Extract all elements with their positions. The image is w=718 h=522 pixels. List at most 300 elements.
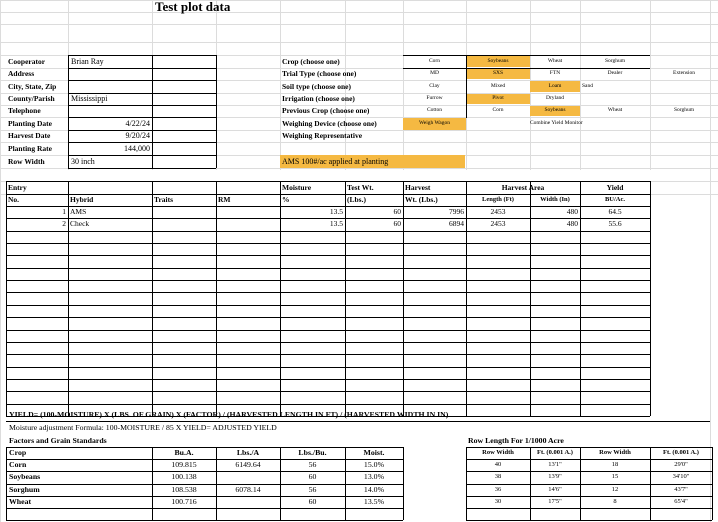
info-label-text: Row Width	[8, 156, 45, 166]
rowlen-cell-1	[530, 459, 580, 471]
info-value	[68, 55, 152, 68]
choice-device-0-text: Weigh Wagon	[419, 119, 450, 126]
factor-moist	[345, 484, 403, 496]
rowlen-cell-1	[530, 496, 580, 508]
factor-lbsbu	[280, 459, 345, 471]
rowlen-header-0-text: Row Width	[482, 448, 514, 456]
choice-previous-3-text: Wheat	[607, 107, 623, 114]
entry-yield-text: 64.5	[608, 207, 622, 217]
choice-crop-2	[530, 55, 580, 68]
choice-previous-4-text: Sorghum	[673, 107, 695, 114]
factor-moist	[345, 471, 403, 483]
info-right-label-text: Irrigation (choose one)	[282, 94, 355, 104]
factor-lbsbu	[280, 496, 345, 508]
factor-lbsa	[216, 496, 280, 508]
cell-border	[68, 55, 69, 168]
entry-no-text: 1	[62, 207, 66, 217]
entry-testwt	[345, 218, 403, 230]
factor-bua	[152, 459, 216, 471]
factors-header-lbsa-text: Lbs./A	[236, 448, 260, 458]
cell-border	[6, 447, 403, 448]
info-right-label-text: Weighing Representative	[282, 131, 363, 141]
choice-irrigation-2-text: Dryland	[545, 95, 565, 102]
rowlen-cell-1	[530, 484, 580, 496]
cell-border	[6, 181, 650, 182]
factor-lbsbu	[280, 471, 345, 483]
cell-border	[6, 447, 7, 520]
choice-irrigation-1-text: Pivot	[492, 95, 504, 102]
info-right-label-text: Trial Type (choose one)	[282, 69, 357, 79]
entry-rm	[216, 206, 280, 218]
moisture-unit-text: %	[282, 195, 290, 205]
cell-border	[152, 55, 216, 56]
choice-previous-1-text: Corn	[492, 107, 504, 114]
factor-crop	[6, 459, 152, 471]
factor-bua-text: 100.716	[171, 497, 197, 507]
info-label	[6, 142, 68, 155]
rowlen-cell-2-text: 12	[611, 485, 619, 493]
factor-lbsa	[216, 459, 280, 471]
info-value	[68, 68, 152, 80]
info-right-label	[280, 68, 405, 80]
info-label-text: Cooperator	[8, 56, 46, 66]
choice-crop-2-text: Wheat	[547, 57, 563, 64]
rowlen-cell-3	[650, 459, 712, 471]
info-label-text: County/Parish	[8, 94, 55, 104]
entry-moisture-text: 13.5	[329, 207, 343, 217]
choice-trial-4-text: Extension	[673, 70, 695, 77]
entry-hybrid	[68, 218, 152, 230]
factors-title	[6, 435, 306, 447]
rowlen-cell-1	[530, 471, 580, 483]
choice-previous-2-text: Soybeans	[544, 107, 566, 114]
choice-device-1	[530, 117, 630, 130]
rowlen-header-2-text: Row Width	[599, 448, 631, 456]
cell-border	[466, 447, 467, 520]
choice-soil-2-text: Loam	[548, 82, 562, 89]
entry-hybrid-text: Check	[70, 219, 90, 229]
moisture-header	[280, 181, 345, 194]
cell-border	[152, 68, 216, 69]
info-label	[6, 55, 68, 68]
factors-title-text: Factors and Grain Standards	[9, 436, 107, 446]
info-label-text: Planting Date	[8, 118, 52, 128]
cell-border	[6, 292, 650, 293]
factors-header-lbsbu	[280, 447, 345, 459]
entry-testwt-text: 60	[393, 207, 401, 217]
cell-border	[152, 447, 153, 520]
yield-formula-text: YIELD= (100-MOISTURE) X (LBS. OF GRAIN) X (FACTOR) / (HARVESTED LENGTH IN FT) / (HARVESTED WIDTH IN IN)	[9, 410, 449, 420]
rowlen-cell-1-text: 13'1"	[548, 460, 562, 468]
entry-testwt	[345, 206, 403, 218]
cell-border	[466, 484, 712, 485]
note-banner-text: AMS 100#/ac applied at planting	[282, 156, 389, 166]
cell-border	[6, 471, 403, 472]
info-value	[68, 117, 152, 130]
cell-border	[6, 421, 710, 422]
cell-border	[152, 130, 216, 131]
cell-border	[152, 93, 216, 94]
width-header-text: Width (In)	[540, 195, 570, 203]
harvest-area-header-text: Harvest Area	[501, 182, 545, 192]
cell-border	[6, 496, 403, 497]
rowlen-cell-3-text: 29'0"	[674, 460, 688, 468]
cell-border	[466, 496, 712, 497]
harvest-unit	[403, 194, 466, 206]
cell-border	[6, 280, 650, 281]
entry-moisture	[280, 218, 345, 230]
entry-width-text: 480	[566, 219, 578, 229]
choice-irrigation-2	[530, 93, 580, 105]
moisture-header-text: Moisture	[282, 182, 312, 192]
choice-soil-3	[580, 80, 650, 93]
info-right-label	[280, 93, 405, 105]
choice-previous-0	[403, 105, 466, 117]
cell-border	[6, 317, 650, 318]
rowlen-cell-0-text: 38	[494, 472, 502, 480]
rowlen-cell-1-text: 13'9"	[548, 472, 562, 480]
factor-bua	[152, 484, 216, 496]
factor-crop-text: Soybeans	[9, 472, 41, 482]
info-right-label	[280, 55, 405, 68]
gridline	[0, 0, 1, 522]
yield-formula	[6, 409, 706, 421]
factor-lbsbu-text: 60	[308, 472, 317, 482]
factors-header-crop	[6, 447, 152, 459]
entry-width-text: 480	[566, 207, 578, 217]
harvest-area-header	[466, 181, 580, 194]
rowlen-cell-2	[580, 496, 650, 508]
cell-border	[6, 243, 650, 244]
choice-previous-2	[530, 105, 580, 117]
rowlen-header-3	[650, 447, 712, 459]
rowlen-cell-2	[580, 459, 650, 471]
page-title	[152, 0, 352, 14]
factors-header-lbsbu-text: Lbs./Bu.	[298, 448, 327, 458]
rowlen-header-3-text: Ft. (0.001 A.)	[663, 448, 699, 456]
info-value	[68, 130, 152, 142]
info-right-label-text: Soil type (choose one)	[282, 81, 351, 91]
info-value-text: 144,000	[124, 143, 150, 153]
rowlen-cell-0-text: 40	[494, 460, 502, 468]
factors-header-lbsa	[216, 447, 280, 459]
cell-border	[6, 342, 650, 343]
factors-header-bua	[152, 447, 216, 459]
rowlen-cell-0	[466, 496, 530, 508]
factor-moist-text: 15.0%	[363, 460, 385, 470]
cell-border	[403, 55, 650, 56]
info-value-text: 30 inch	[71, 156, 95, 166]
cell-border	[466, 459, 712, 460]
info-value	[68, 93, 152, 105]
factor-lbsbu	[280, 484, 345, 496]
entry-rm	[216, 218, 280, 230]
info-value-text: 9/20/24	[125, 131, 150, 140]
cell-border	[6, 231, 650, 232]
rowlen-cell-3	[650, 496, 712, 508]
harvest-unit-text: Wt. (Lbs.)	[405, 195, 438, 205]
yield-unit	[580, 194, 650, 206]
cell-border	[216, 447, 217, 520]
info-value	[68, 80, 152, 93]
rowlen-cell-2-text: 18	[611, 460, 619, 468]
entry-hybrid-text: AMS	[70, 207, 87, 217]
info-label-text: Harvest Date	[8, 131, 51, 141]
cell-border	[152, 155, 216, 156]
cell-border	[6, 305, 650, 306]
entry-no	[6, 206, 68, 218]
choice-device-1-text: Combine Yield Monitor	[530, 119, 583, 126]
rowlen-cell-0	[466, 484, 530, 496]
rowlen-cell-3	[650, 471, 712, 483]
no-header-text: No.	[8, 195, 20, 205]
entry-no	[6, 218, 68, 230]
choice-crop-0-text: Corn	[429, 57, 440, 64]
info-label	[6, 130, 68, 142]
choice-soil-2	[530, 80, 580, 93]
choice-previous-3	[580, 105, 650, 117]
cell-border	[68, 168, 216, 169]
rowlen-cell-2	[580, 471, 650, 483]
factor-moist-text: 13.5%	[363, 497, 385, 507]
choice-trial-3	[580, 68, 650, 80]
entry-width	[530, 218, 580, 230]
rowlen-header-2	[580, 447, 650, 459]
cell-border	[6, 379, 650, 380]
choice-trial-2-text: FTN	[549, 70, 561, 77]
rowlen-cell-2-text: 8	[613, 497, 617, 505]
factor-moist	[345, 496, 403, 508]
factors-header-moist	[345, 447, 403, 459]
rowlen-header-1-text: Ft. (0.001 A.)	[537, 448, 573, 456]
length-header	[466, 194, 530, 206]
rowlen-cell-3-text: 34'10"	[672, 472, 690, 480]
rowlen-cell-1-text: 17'5"	[548, 497, 562, 505]
entry-testwt-text: 60	[393, 219, 401, 229]
info-label-text: Telephone	[8, 106, 41, 116]
info-label	[6, 93, 68, 105]
entry-length	[466, 206, 530, 218]
choice-irrigation-0-text: Furrow	[426, 95, 443, 102]
yield-header-text: Yield	[606, 182, 624, 192]
factor-moist-text: 14.0%	[363, 485, 385, 495]
moisture-unit	[280, 194, 345, 206]
entry-header	[6, 181, 68, 194]
rowlen-cell-3-text: 65'4"	[674, 497, 688, 505]
rowlen-cell-0-text: 36	[494, 485, 502, 493]
cell-border	[6, 459, 403, 460]
choice-trial-3-text: Dealer	[607, 70, 623, 77]
rowlen-cell-3-text: 43'7"	[674, 485, 688, 493]
info-right-label-text: Previous Crop (choose one)	[282, 106, 370, 116]
info-right-label	[280, 130, 405, 142]
cell-border	[6, 484, 403, 485]
cell-border	[280, 447, 281, 520]
cell-border	[466, 520, 712, 521]
entry-harvestwt-text: 7996	[449, 207, 464, 217]
cell-border	[152, 55, 153, 168]
entry-yield	[580, 218, 650, 230]
cell-border	[6, 354, 650, 355]
hybrid-header-text: Hybrid	[70, 195, 94, 205]
info-right-label	[280, 117, 405, 130]
factor-moist	[345, 459, 403, 471]
factor-lbsbu-text: 56	[308, 485, 317, 495]
rowlen-header-1	[530, 447, 580, 459]
entry-yield-text: 55.6	[608, 219, 622, 229]
cell-border	[650, 447, 651, 520]
info-right-label	[280, 80, 405, 93]
entry-header-text: Entry	[8, 182, 27, 192]
rowlen-cell-1-text: 14'6"	[548, 485, 562, 493]
choice-trial-1-text: SXS	[492, 70, 504, 77]
choice-irrigation-0	[403, 93, 466, 105]
cell-border	[712, 447, 713, 520]
factor-crop	[6, 471, 152, 483]
choice-soil-3-text: Sand	[582, 82, 593, 89]
yield-header	[580, 181, 650, 194]
choice-previous-0-text: Cotton	[427, 107, 442, 114]
moisture-formula-text: Moisture adjustment Formula: 100-MOISTURE / 85 X YIELD= ADJUSTED YIELD	[9, 423, 277, 433]
factors-header-crop-text: Crop	[9, 448, 27, 458]
factor-crop-text: Wheat	[9, 497, 32, 507]
info-label	[6, 105, 68, 117]
choice-previous-1	[466, 105, 530, 117]
info-right-label	[280, 105, 405, 117]
choice-soil-0-text: Clay	[429, 82, 440, 89]
cell-border	[6, 508, 403, 509]
choice-crop-3-text: Sorghum	[604, 57, 626, 64]
cell-border	[6, 391, 650, 392]
info-label-text: Planting Rate	[8, 143, 52, 153]
rowlen-cell-2	[580, 484, 650, 496]
choice-soil-0	[403, 80, 466, 93]
factor-lbsbu-text: 60	[308, 497, 317, 507]
rowlen-header-0	[466, 447, 530, 459]
no-header	[6, 194, 68, 206]
factor-crop-text: Corn	[9, 460, 27, 470]
info-value-text: Mississippi	[71, 94, 108, 103]
cell-border	[580, 447, 581, 520]
choice-irrigation-1	[466, 93, 530, 105]
choice-previous-4	[650, 105, 718, 117]
info-label	[6, 80, 68, 93]
entry-moisture-text: 13.5	[329, 219, 343, 229]
cell-border	[466, 508, 712, 509]
info-label	[6, 68, 68, 80]
cell-border	[466, 471, 712, 472]
choice-crop-3	[580, 55, 650, 68]
factors-header-bua-text: Bu.A.	[174, 448, 194, 458]
note-banner	[280, 155, 465, 168]
testwt-unit-text: (Lbs.)	[347, 195, 366, 205]
hybrid-header	[68, 194, 152, 206]
info-right-label-text: Weighing Device (choose one)	[282, 118, 377, 128]
factor-crop	[6, 484, 152, 496]
moisture-formula	[6, 422, 506, 434]
page-title-text: Test plot data	[155, 0, 231, 14]
info-value-text: 4/22/24	[125, 118, 150, 128]
width-header	[530, 194, 580, 206]
factor-crop-text: Sorghum	[9, 485, 40, 495]
info-label	[6, 155, 68, 168]
testwt-header-text: Test Wt.	[347, 182, 374, 192]
rm-header-text: RM	[218, 195, 231, 205]
factor-bua-text: 109.815	[171, 460, 197, 470]
entry-yield	[580, 206, 650, 218]
rm-header	[216, 194, 280, 206]
cell-border	[6, 330, 650, 331]
harvest-header	[403, 181, 466, 194]
factor-bua-text: 108.538	[171, 485, 197, 495]
entry-harvestwt-text: 6894	[449, 219, 464, 229]
factor-lbsa	[216, 484, 280, 496]
factor-crop	[6, 496, 152, 508]
choice-crop-1-text: Soybeans	[487, 57, 509, 64]
cell-border	[650, 181, 651, 416]
cell-border	[345, 447, 346, 520]
factor-lbsa-text: 6149.64	[235, 460, 261, 470]
info-label-text: City, State, Zip	[8, 81, 57, 91]
entry-traits	[152, 218, 216, 230]
rowlen-cell-3	[650, 484, 712, 496]
info-value	[68, 105, 152, 117]
cell-border	[403, 447, 404, 520]
cell-border	[466, 194, 580, 195]
factors-header-moist-text: Moist.	[363, 448, 385, 458]
cell-border	[466, 447, 712, 448]
cell-border	[6, 404, 650, 405]
entry-length-text: 2453	[490, 219, 506, 229]
rowlen-title	[466, 435, 666, 447]
entry-length	[466, 218, 530, 230]
choice-trial-0	[403, 68, 466, 80]
choice-trial-2	[530, 68, 580, 80]
cell-border	[152, 142, 216, 143]
info-label	[6, 117, 68, 130]
factor-lbsa	[216, 471, 280, 483]
entry-no-text: 2	[62, 219, 66, 229]
entry-width	[530, 206, 580, 218]
traits-header	[152, 194, 216, 206]
traits-header-text: Traits	[154, 195, 174, 205]
cell-border	[216, 55, 217, 168]
choice-trial-0-text: MD	[430, 70, 439, 77]
factor-bua-text: 100.138	[171, 472, 197, 482]
yield-unit-text: BU/Ac.	[604, 195, 626, 203]
gridline	[0, 0, 718, 1]
cell-border	[152, 117, 216, 118]
cell-border	[152, 80, 216, 81]
choice-crop-1	[466, 55, 530, 68]
factor-lbsbu-text: 56	[308, 460, 317, 470]
gridline	[0, 42, 718, 43]
rowlen-cell-0	[466, 459, 530, 471]
entry-harvestwt	[403, 218, 466, 230]
factor-bua	[152, 496, 216, 508]
choice-trial-1	[466, 68, 530, 80]
gridline	[650, 0, 651, 170]
info-value-text: Brian Ray	[71, 56, 104, 66]
testwt-header	[345, 181, 403, 194]
rowlen-cell-0	[466, 471, 530, 483]
cell-border	[530, 447, 531, 520]
factor-lbsa-text: 6078.14	[235, 485, 261, 495]
cell-border	[6, 268, 650, 269]
testwt-unit	[345, 194, 403, 206]
rowlen-cell-0-text: 30	[494, 497, 502, 505]
rowlen-title-text: Row Length For 1/1000 Acre	[468, 436, 564, 446]
